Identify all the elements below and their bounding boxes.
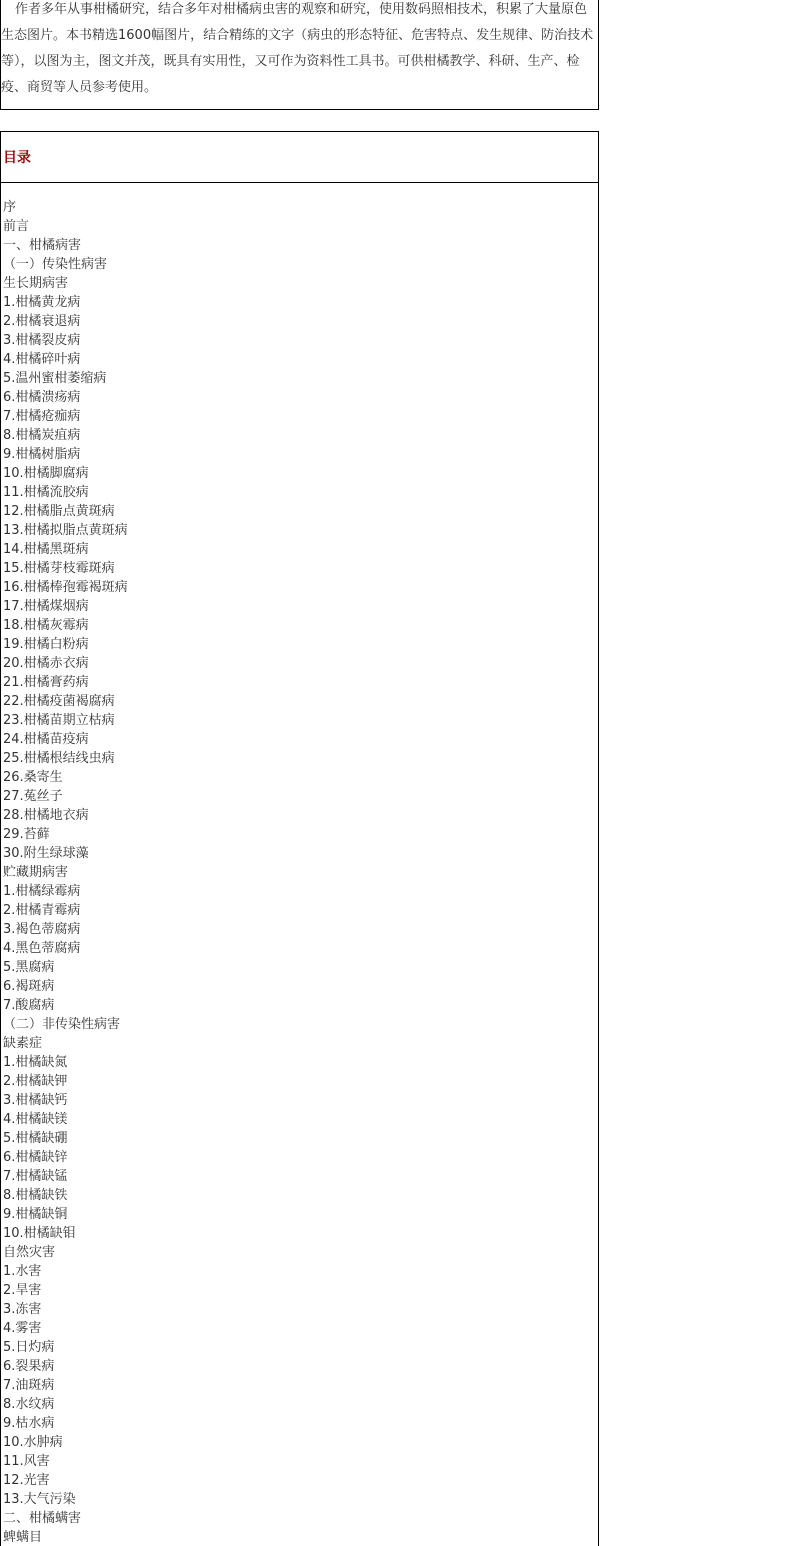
toc-item: 10.柑橘缺钼 xyxy=(3,1226,76,1241)
toc-section xyxy=(0,131,599,1546)
toc-item: 10.水肿病 xyxy=(3,1435,63,1450)
toc-item: 23.柑橘苗期立枯病 xyxy=(3,713,115,728)
toc-item: （二）非传染性病害 xyxy=(3,1017,121,1032)
toc-item: 30.附生绿球藻 xyxy=(3,846,89,861)
toc-item: 3.褐色蒂腐病 xyxy=(3,922,81,937)
toc-item: 12.柑橘脂点黄斑病 xyxy=(3,504,115,519)
toc-item: 2.柑橘缺钾 xyxy=(3,1074,68,1089)
toc-item: 6.柑橘溃疡病 xyxy=(3,390,81,405)
toc-item: 11.风害 xyxy=(3,1454,50,1469)
toc-item: 10.柑橘脚腐病 xyxy=(3,466,89,481)
toc-item: 4.雾害 xyxy=(3,1321,42,1336)
toc-item: 19.柑橘白粉病 xyxy=(3,637,89,652)
toc-item: 6.褐斑病 xyxy=(3,979,55,994)
toc-item: 一、柑橘病害 xyxy=(3,238,82,253)
toc-item: 8.水纹病 xyxy=(3,1397,55,1412)
toc-item: 26.桑寄生 xyxy=(3,770,63,785)
toc-item: 6.裂果病 xyxy=(3,1359,55,1374)
toc-item: 20.柑橘赤衣病 xyxy=(3,656,89,671)
toc-item: 序 xyxy=(3,200,17,215)
toc-item: 9.枯水病 xyxy=(3,1416,55,1431)
toc-item: 1.柑橘绿霉病 xyxy=(3,884,81,899)
toc-item: 1.柑橘黄龙病 xyxy=(3,295,81,310)
toc-item: 22.柑橘疫菌褐腐病 xyxy=(3,694,115,709)
toc-item: 5.柑橘缺硼 xyxy=(3,1131,68,1146)
toc-item: 25.柑橘根结线虫病 xyxy=(3,751,115,766)
toc-item: 2.柑橘青霉病 xyxy=(3,903,81,918)
toc-item: 4.黑色蒂腐病 xyxy=(3,941,81,956)
toc-item: 12.光害 xyxy=(3,1473,50,1488)
toc-item: 7.柑橘缺锰 xyxy=(3,1169,68,1184)
toc-item: 9.柑橘缺铜 xyxy=(3,1207,68,1222)
toc-header xyxy=(1,132,598,183)
toc-item: 24.柑橘苗疫病 xyxy=(3,732,89,747)
toc-item: 27.菟丝子 xyxy=(3,789,63,804)
toc-item: 15.柑橘芽枝霉斑病 xyxy=(3,561,115,576)
toc-item: 贮藏期病害 xyxy=(3,865,69,880)
toc-item: 9.柑橘树脂病 xyxy=(3,447,81,462)
toc-item: 自然灾害 xyxy=(3,1245,56,1260)
toc-item: 13.大气污染 xyxy=(3,1492,76,1507)
toc-item: 8.柑橘缺铁 xyxy=(3,1188,68,1203)
toc-item: 13.柑橘拟脂点黄斑病 xyxy=(3,523,128,538)
toc-list xyxy=(1,183,598,1546)
toc-item: 二、柑橘螨害 xyxy=(3,1511,82,1526)
toc-item: 1.水害 xyxy=(3,1264,42,1279)
toc-item: 缺素症 xyxy=(3,1036,43,1051)
toc-item: 3.柑橘缺钙 xyxy=(3,1093,68,1108)
toc-item: 18.柑橘灰霉病 xyxy=(3,618,89,633)
toc-item: 生长期病害 xyxy=(3,276,69,291)
toc-item: 7.柑橘疮痂病 xyxy=(3,409,81,424)
toc-item: 29.苔藓 xyxy=(3,827,50,842)
intro-paragraph: 作者多年从事柑橘研究，结合多年对柑橘病虫害的观察和研究，使用数码照相技术，积累了大量原色生态图片。本书精选1600幅图片，结合精练的文字（病虫的形态特征、危害特点、发生规律、防治技术等），以图为主，图文并茂，既具有实用性，又可作为资料性工具书。可供柑橘教学、科研、生产、检疫、商贸等人员参考使用。 xyxy=(1,2,594,95)
toc-item: 6.柑橘缺锌 xyxy=(3,1150,68,1165)
toc-item: 4.柑橘碎叶病 xyxy=(3,352,81,367)
toc-item: （一）传染性病害 xyxy=(3,257,108,272)
toc-item: 5.黑腐病 xyxy=(3,960,55,975)
toc-item: 5.日灼病 xyxy=(3,1340,55,1355)
toc-item: 11.柑橘流胶病 xyxy=(3,485,89,500)
intro-section xyxy=(0,0,599,110)
toc-item: 21.柑橘膏药病 xyxy=(3,675,89,690)
toc-item: 16.柑橘棒孢霉褐斑病 xyxy=(3,580,128,595)
toc-item: 17.柑橘煤烟病 xyxy=(3,599,89,614)
toc-item: 28.柑橘地衣病 xyxy=(3,808,89,823)
toc-item: 2.旱害 xyxy=(3,1283,42,1298)
toc-item: 蜱螨目 xyxy=(3,1530,43,1545)
toc-item: 8.柑橘炭疽病 xyxy=(3,428,81,443)
toc-item: 1.柑橘缺氮 xyxy=(3,1055,68,1070)
toc-item: 4.柑橘缺镁 xyxy=(3,1112,68,1127)
toc-item: 7.油斑病 xyxy=(3,1378,55,1393)
toc-item: 3.冻害 xyxy=(3,1302,42,1317)
toc-item: 14.柑橘黑斑病 xyxy=(3,542,89,557)
toc-title: 目录 xyxy=(3,150,31,166)
toc-item: 5.温州蜜柑萎缩病 xyxy=(3,371,107,386)
toc-item: 7.酸腐病 xyxy=(3,998,55,1013)
toc-item: 2.柑橘衰退病 xyxy=(3,314,81,329)
toc-item: 前言 xyxy=(3,219,30,234)
toc-item: 3.柑橘裂皮病 xyxy=(3,333,81,348)
